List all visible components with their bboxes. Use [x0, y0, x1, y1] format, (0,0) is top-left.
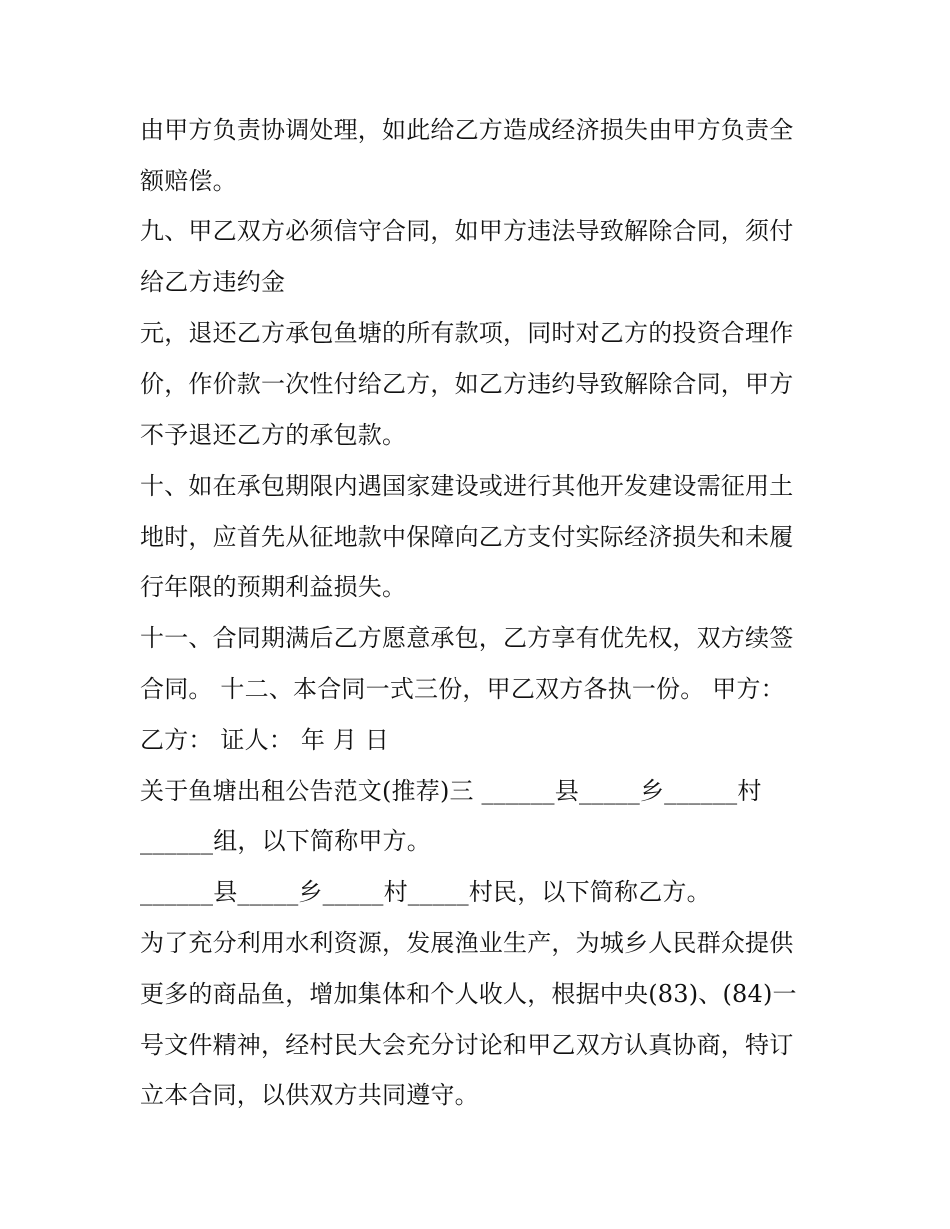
text-line: 九、甲乙双方必须信守合同，如甲方违法导致解除合同，须付 — [140, 217, 794, 245]
text-line: 立本合同，以供双方共同遵守。 — [140, 1081, 479, 1109]
text-line: 更多的商品鱼，增加集体和个人收人，根据中央(83)、(84)一 — [140, 980, 797, 1008]
text-line: ______县_____乡_____村_____村民，以下简称乙方。 — [140, 878, 711, 906]
text-line: 不予退还乙方的承包款。 — [140, 421, 407, 449]
text-line: 十、如在承包期限内遇国家建设或进行其他开发建设需征用土 — [140, 472, 794, 500]
text-line: 由甲方负责协调处理，如此给乙方造成经济损失由甲方负责全 — [140, 116, 794, 144]
text-line: 合同。 十二、本合同一式三份，甲乙双方各执一份。 甲方： — [140, 675, 785, 703]
text-line: 地时，应首先从征地款中保障向乙方支付实际经济损失和未履 — [140, 523, 794, 551]
text-line: 为了充分利用水利资源，发展渔业生产，为城乡人民群众提供 — [140, 929, 794, 957]
text-line: 额赔偿。 — [140, 167, 237, 195]
text-line: 十一、合同期满后乙方愿意承包，乙方享有优先权，双方续签 — [140, 624, 794, 652]
text-line: 给乙方违约金 — [140, 268, 286, 296]
text-line: 号文件精神，经村民大会充分讨论和甲乙双方认真协商，特订 — [140, 1031, 794, 1059]
text-line: 行年限的预期利益损失。 — [140, 573, 407, 601]
text-line: 价，作价款一次性付给乙方，如乙方违约导致解除合同，甲方 — [140, 370, 794, 398]
text-line: 关于鱼塘出租公告范文(推荐)三 ______县_____乡______村 — [140, 777, 762, 805]
text-line: 元，退还乙方承包鱼塘的所有款项，同时对乙方的投资合理作 — [140, 319, 794, 347]
text-line: 乙方： 证人： 年 月 日 — [140, 726, 390, 754]
text-line: ______组，以下简称甲方。 — [140, 827, 431, 855]
